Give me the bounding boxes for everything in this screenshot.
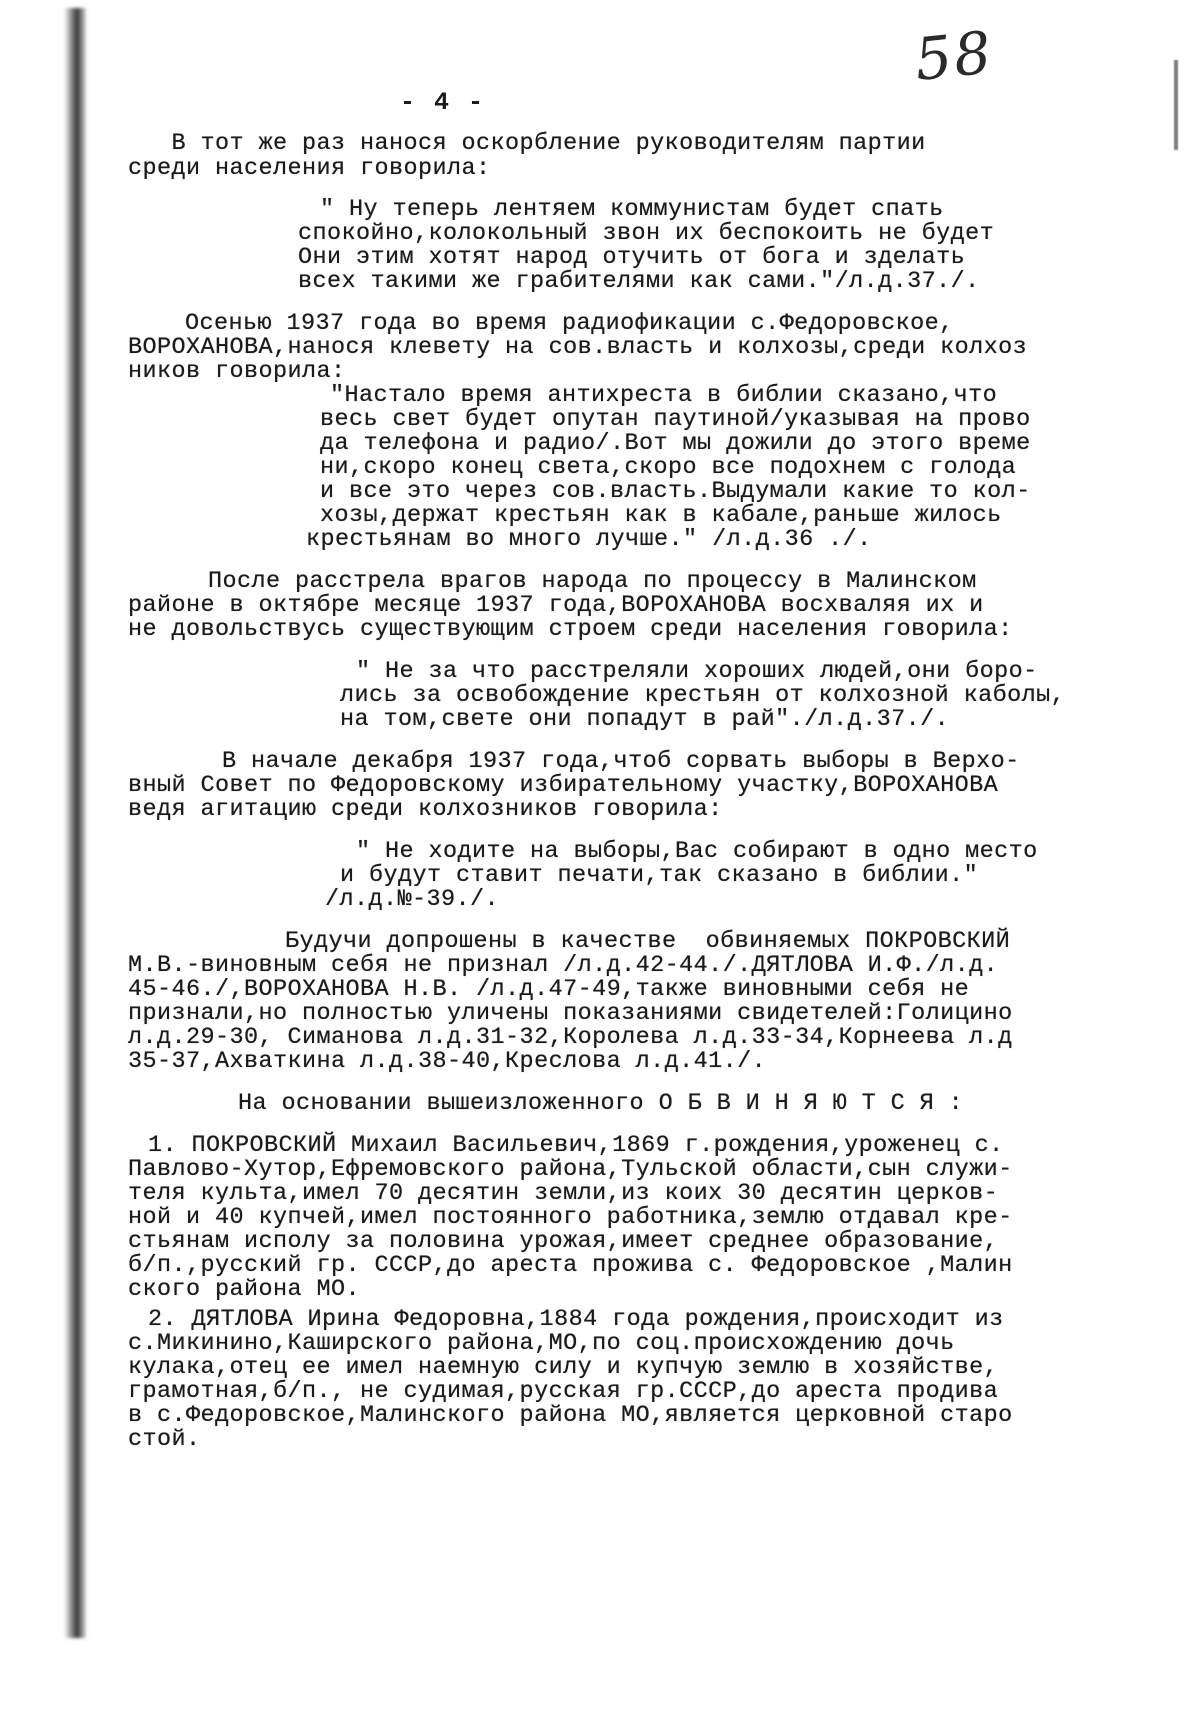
text-line: не довольствусь существующим строем среди населения говорила: xyxy=(128,616,1013,643)
text-line: После расстрела врагов народа по процессу в Малинском xyxy=(208,568,977,595)
text-line: В тот же раз нанося оскорбление руководителям партии xyxy=(128,130,926,157)
text-line: теля культа,имел 70 десятин земли,из коих 30 десятин церков- xyxy=(128,1180,999,1207)
page-number: - 4 - xyxy=(400,88,486,117)
text-line: на том,свете они попадут в рай"./л.д.37./. xyxy=(340,706,950,733)
text-line: среди населения говорила: xyxy=(128,155,491,182)
text-line: лись за освобождение крестьян от колхозной каболы, xyxy=(340,682,1066,709)
text-line: спокойно,колокольный звон их беспокоить не будет xyxy=(298,220,995,247)
text-line: 1. ПОКРОВСКИЙ Михаил Васильевич,1869 г.рождения,уроженец с. xyxy=(148,1132,1004,1159)
text-line: 35-37,Ахваткина л.д.38-40,Креслова л.д.41./. xyxy=(128,1048,767,1075)
text-line: грамотная,б/п., не судимая,русская гр.СССР,до ареста продива xyxy=(128,1378,999,1405)
text-line: районе в октябре месяце 1937 года,ВОРОХАНОВА восхваляя их и xyxy=(128,592,984,619)
text-line: Будучи допрошены в качестве обвиняемых ПОКРОВСКИЙ xyxy=(285,928,1011,955)
text-line: признали,но полностью уличены показаниями свидетелей:Голицино xyxy=(128,1000,1013,1027)
text-line: стьянам исполу за половина урожая,имеет среднее образование, xyxy=(128,1228,999,1255)
text-line: 45-46./,ВОРОХАНОВА Н.В. /л.д.47-49,также виновными себя не xyxy=(128,976,970,1003)
text-line: стой. xyxy=(128,1426,201,1453)
text-line: " Не ходите на выборы,Вас собирают в одно место xyxy=(356,838,1038,865)
text-line: весь свет будет опутан паутиной/указывая на прово xyxy=(320,406,1031,433)
text-line: ной и 40 купчей,имел постоянного работника,землю отдавал кре- xyxy=(128,1204,1013,1231)
text-line: крестьянам во много лучше." /л.д.36 ./. xyxy=(306,526,872,553)
text-line: и будут ставит печати,так сказано в библии." xyxy=(340,862,979,889)
text-line: ников говорила: xyxy=(128,358,346,385)
text-line: Они этим хотят народ отучить от бога и зделать xyxy=(298,244,966,271)
text-line: М.В.-виновным себя не признал /л.д.42-44./.ДЯТЛОВА И.Ф./л.д. xyxy=(128,952,999,979)
text-line: да телефона и радио/.Вот мы дожили до этого време xyxy=(320,430,1031,457)
text-line: ни,скоро конец света,скоро все подохнем с голода xyxy=(320,454,1017,481)
text-line: В начале декабря 1937 года,чтоб сорвать выборы в Верхо- xyxy=(222,748,1020,775)
scan-shadow-right xyxy=(1174,60,1178,150)
text-line: кулака,отец ее имел наемную силу и купчую землю в хозяйстве, xyxy=(128,1354,999,1381)
handwritten-folio-number: 58 xyxy=(911,18,997,94)
text-line: и все это через сов.власть.Выдумали какие то кол- xyxy=(320,478,1031,505)
text-line: 2. ДЯТЛОВА Ирина Федоровна,1884 года рождения,происходит из xyxy=(148,1306,1004,1333)
text-line: ского района МО. xyxy=(128,1276,361,1303)
text-line: Осенью 1937 года во время радиофикации с.Федоровское, xyxy=(185,310,954,337)
text-line: хозы,держат крестьян как в кабале,раньше жилось xyxy=(320,502,1002,529)
section-heading: На основании вышеизложенного О Б В И Н Я Ю Т С Я : xyxy=(238,1090,964,1117)
text-line: " Не за что расстреляли хороших людей,они боро- xyxy=(356,658,1038,685)
text-line: Павлово-Хутор,Ефремовского района,Тульской области,сын служи- xyxy=(128,1156,1013,1183)
text-line: всех такими же грабителями как сами."/л.д.37./. xyxy=(298,268,980,295)
text-line: " Ну теперь лентяем коммунистам будет спать xyxy=(320,196,944,223)
text-line: в с.Федоровское,Малинского района МО,является церковной старо xyxy=(128,1402,1013,1429)
text-line: ВОРОХАНОВА,нанося клевету на сов.власть и колхозы,среди колхоз xyxy=(128,334,1028,361)
text-line: б/п.,русский гр. СССР,до ареста прожива с. Федоровское ,Малин xyxy=(128,1252,1013,1279)
text-line: с.Микинино,Каширского района,МО,по соц.происхождению дочь xyxy=(128,1330,955,1357)
text-line: "Настало время антихреста в библии сказано,что xyxy=(330,382,998,409)
text-line: /л.д.№-39./. xyxy=(325,886,500,913)
scan-shadow-edge xyxy=(64,8,86,1638)
text-line: л.д.29-30, Симанова л.д.31-32,Королева л.д.33-34,Корнеева л.д xyxy=(128,1024,1013,1051)
text-line: ведя агитацию среди колхозников говорила: xyxy=(128,796,723,823)
text-line: вный Совет по Федоровскому избирательному участку,ВОРОХАНОВА xyxy=(128,772,999,799)
